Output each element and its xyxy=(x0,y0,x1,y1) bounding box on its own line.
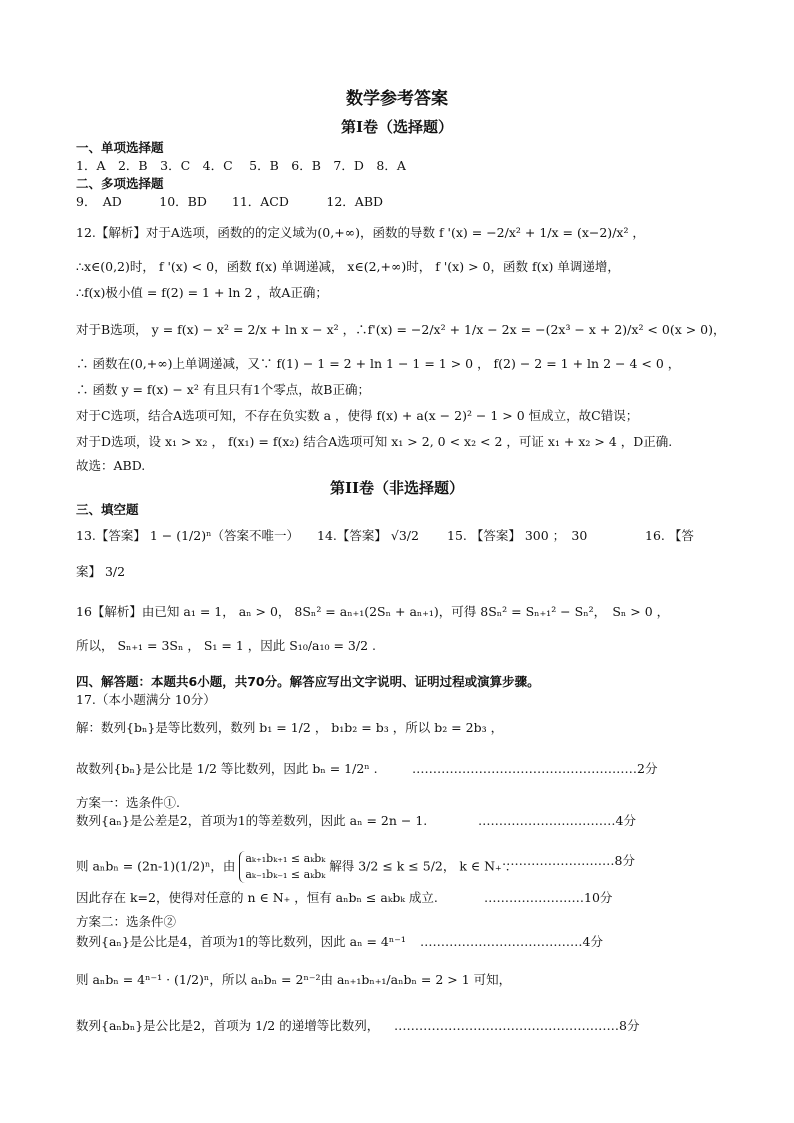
score-8a: ………………………8分 xyxy=(502,853,635,868)
plan-one-line-1: 数列{aₙ}是公差是2，首项为1的等差数列，因此 aₙ = 2n − 1. xyxy=(76,813,428,828)
score-8b: ………………………………………………8分 xyxy=(394,1018,640,1033)
single-choice-answers: 1．A 2．B 3．C 4．C 5．B 6．B 7．D 8．A xyxy=(76,158,406,173)
q12-line-1: 12.【解析】对于A选项，函数的的定义域为(0,+∞)，函数的导数 f '(x) = −2/x² + 1/x = (x−2)/x² ， xyxy=(76,225,645,240)
q12-line-5: ∴ 函数在(0,+∞)上单调递减，又∵ f(1) − 1 = 2 + ln 1 − 1 = 1 > 0 ， f(2) − 2 = 1 + ln 2 − 4 < 0 ， xyxy=(76,356,681,371)
score-4a: ……………………………4分 xyxy=(478,813,636,828)
plan-two-line-2: 则 aₙbₙ = 4ⁿ⁻¹ · (1/2)ⁿ，所以 aₙbₙ = 2ⁿ⁻²由 aₙ₊₁bₙ₊₁/aₙbₙ = 2 > 1 可知， xyxy=(76,972,512,987)
plan-one-line-3: 因此存在 k=2，使得对任意的 n ∈ N₊ ，恒有 aₙbₙ ≤ aₖbₖ 成立. xyxy=(76,890,438,905)
q17-heading: 17.（本小题满分 10分） xyxy=(76,692,216,707)
q12-line-7: 对于C选项，结合A选项可知，不存在负实数 a ，使得 f(x) + a(x − 2)² − 1 > 0 恒成立，故C错误； xyxy=(76,408,639,423)
page-title: 数学参考答案 xyxy=(346,89,448,109)
q13-answer: 13.【答案】 1 − (1/2)ⁿ（答案不唯一） xyxy=(76,528,300,543)
q16-solution-line-2: 所以， Sₙ₊₁ = 3Sₙ ， S₁ = 1 ，因此 S₁₀/a₁₀ = 3/2 . xyxy=(76,638,376,653)
q16-answer-tail: 案】 3/2 xyxy=(76,564,126,579)
section-single-choice: 一、单项选择题 xyxy=(76,140,164,155)
score-10: ……………………10分 xyxy=(484,890,613,905)
section-fill-blank: 三、填空题 xyxy=(76,502,139,517)
plan-two-line-1: 数列{aₙ}是公比是4，首项为1的等比数列，因此 aₙ = 4ⁿ⁻¹ xyxy=(76,934,406,949)
q15-answer: 15. 【答案】 300 ； 30 xyxy=(447,528,588,543)
q12-line-6: ∴ 函数 y = f(x) − x² 有且只有1个零点，故B正确； xyxy=(76,382,370,397)
plan-two-line-3: 数列{aₙbₙ}是公比是2，首项为 1/2 的递增等比数列， xyxy=(76,1018,380,1033)
multiple-choice-answers: 9． AD 10．BD 11．ACD 12．ABD xyxy=(76,194,384,209)
q12-line-4: 对于B选项， y = f(x) − x² = 2/x + ln x − x² ，∴f'(x) = −2/x² + 1/x − 2x = −(2x³ − x + 2)/x² < 0(x > 0)， xyxy=(76,322,726,337)
q17-line-1: 解：数列{bₙ}是等比数列，数列 b₁ = 1/2 ， b₁b₂ = b₃ ，所以 b₂ = 2b₃ ， xyxy=(76,720,504,735)
q16-answer-head: 16. 【答 xyxy=(645,528,694,543)
volume-one-heading: 第Ⅰ卷（选择题） xyxy=(340,118,454,136)
inequality-2: aₖ₋₁bₖ₋₁ ≤ aₖbₖ xyxy=(245,868,326,881)
inequality-1: aₖ₊₁bₖ₊₁ ≤ aₖbₖ xyxy=(245,852,326,865)
q12-line-3: ∴f(x)极小值 = f(2) = 1 + ln 2 ，故A正确； xyxy=(76,285,328,300)
plan-one-product: 则 aₙbₙ = (2n-1)(1/2)ⁿ，由 xyxy=(76,858,236,874)
plan-one-heading: 方案一：选条件①. xyxy=(76,795,180,810)
score-2: ………………………………………………2分 xyxy=(412,761,658,776)
volume-two-heading: 第II卷（非选择题） xyxy=(329,479,465,497)
section-solutions: 四、解答题：本题共6小题，共70分。解答应写出文字说明、证明过程或演算步骤。 xyxy=(76,674,540,689)
section-multiple-choice: 二、多项选择题 xyxy=(76,176,164,191)
q12-line-9: 故选：ABD. xyxy=(76,458,146,473)
plan-two-heading: 方案二：选条件② xyxy=(76,914,177,929)
q14-answer: 14.【答案】 √3/2 xyxy=(317,528,419,543)
score-4b: …………………………………4分 xyxy=(420,934,603,949)
plan-one-line-2 xyxy=(76,851,510,883)
q12-line-2: ∴x∈(0,2)时， f '(x) < 0，函数 f(x) 单调递减， x∈(2,+∞)时， f '(x) > 0，函数 f(x) 单调递增， xyxy=(76,259,620,274)
plan-one-solve: 解得 3/2 ≤ k ≤ 5/2， k ∈ N₊ . xyxy=(329,858,510,874)
q12-line-8: 对于D选项，设 x₁ > x₂ ， f(x₁) = f(x₂) 结合A选项可知 x₁ > 2, 0 < x₂ < 2 ，可证 x₁ + x₂ > 4 ，D正确. xyxy=(76,434,673,449)
q17-line-2: 故数列{bₙ}是公比是 1/2 等比数列，因此 bₙ = 1/2ⁿ . xyxy=(76,761,378,776)
q16-solution-line-1: 16【解析】由已知 a₁ = 1， aₙ > 0， 8Sₙ² = aₙ₊₁(2Sₙ + aₙ₊₁)，可得 8Sₙ² = Sₙ₊₁² − Sₙ²， Sₙ > 0 ， xyxy=(76,604,670,619)
inequality-system xyxy=(239,851,325,883)
